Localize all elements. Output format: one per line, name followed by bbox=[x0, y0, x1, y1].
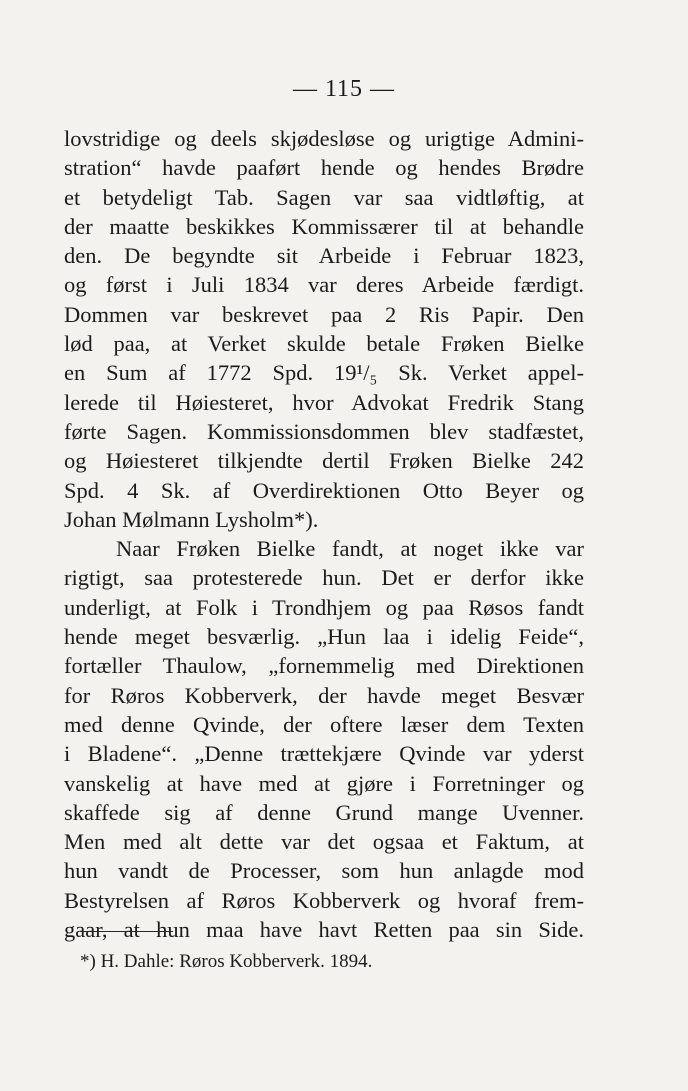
text-line: vanskelig at have med at gjøre i Forretninger og bbox=[64, 770, 584, 796]
text-line: stration“ havde paaført hende og hendes Brødre bbox=[64, 155, 584, 181]
text-line: for Røros Kobberverk, der havde meget Besvær bbox=[64, 682, 584, 708]
footnote-divider bbox=[80, 931, 173, 932]
text-line: lerede til Høiesteret, hvor Advokat Fredrik Stang bbox=[64, 389, 584, 415]
text-line: fortæller Thaulow, „fornemmelig med Direktionen bbox=[64, 653, 584, 679]
text-line: Spd. 4 Sk. af Overdirektionen Otto Beyer og bbox=[64, 477, 584, 503]
text-line: Johan Mølmann Lysholm*). bbox=[64, 506, 319, 532]
text-line: lovstridige og deels skjødesløse og urigtige Admini- bbox=[64, 126, 584, 151]
text-line: Dommen var beskrevet paa 2 Ris Papir. Den bbox=[64, 301, 584, 327]
text-line: Bestyrelsen af Røros Kobberverk og hvoraf frem- bbox=[64, 887, 584, 913]
text-line: rigtigt, saa protesterede hun. Det er derfor ikke bbox=[64, 565, 584, 591]
text-line: den. De begyndte sit Arbeide i Februar 1823, bbox=[64, 243, 584, 269]
text-line: en Sum af 1772 Spd. 19¹/₅ Sk. Verket appel- bbox=[64, 360, 584, 386]
text-line: med denne Qvinde, der oftere læser dem Texten bbox=[64, 711, 584, 737]
text-line: og Høiesteret tilkjendte dertil Frøken Bielke 242 bbox=[64, 448, 584, 474]
text-line: Naar Frøken Bielke fandt, at noget ikke var bbox=[116, 536, 584, 562]
text-line: lød paa, at Verket skulde betale Frøken Bielke bbox=[64, 331, 584, 357]
text-line: gaar, at hun maa have havt Retten paa sin Side. bbox=[64, 917, 584, 943]
text-line: i Bladene“. „Denne trættekjære Qvinde var yderst bbox=[64, 741, 584, 767]
text-line: og først i Juli 1834 var deres Arbeide færdigt. bbox=[64, 272, 584, 298]
text-line: hun vandt de Processer, som hun anlagde mod bbox=[64, 858, 584, 884]
body-text bbox=[64, 124, 584, 944]
text-line: skaffede sig af denne Grund mange Uvenner. bbox=[64, 799, 584, 825]
text-line: Men med alt dette var det ogsaa et Faktum, at bbox=[64, 829, 584, 855]
text-line: førte Sagen. Kommissionsdommen blev stadfæstet, bbox=[64, 418, 584, 444]
text-line: underligt, at Folk i Trondhjem og paa Røsos fandt bbox=[64, 594, 584, 620]
footnote: *) H. Dahle: Røros Kobberverk. 1894. bbox=[80, 951, 373, 972]
text-line: et betydeligt Tab. Sagen var saa vidtløftig, at bbox=[64, 184, 584, 210]
text-line: der maatte beskikkes Kommissærer til at behandle bbox=[64, 213, 584, 239]
text-line: hende meget besværlig. „Hun laa i idelig Feide“, bbox=[64, 624, 584, 650]
page-number: — 115 — bbox=[292, 76, 396, 102]
